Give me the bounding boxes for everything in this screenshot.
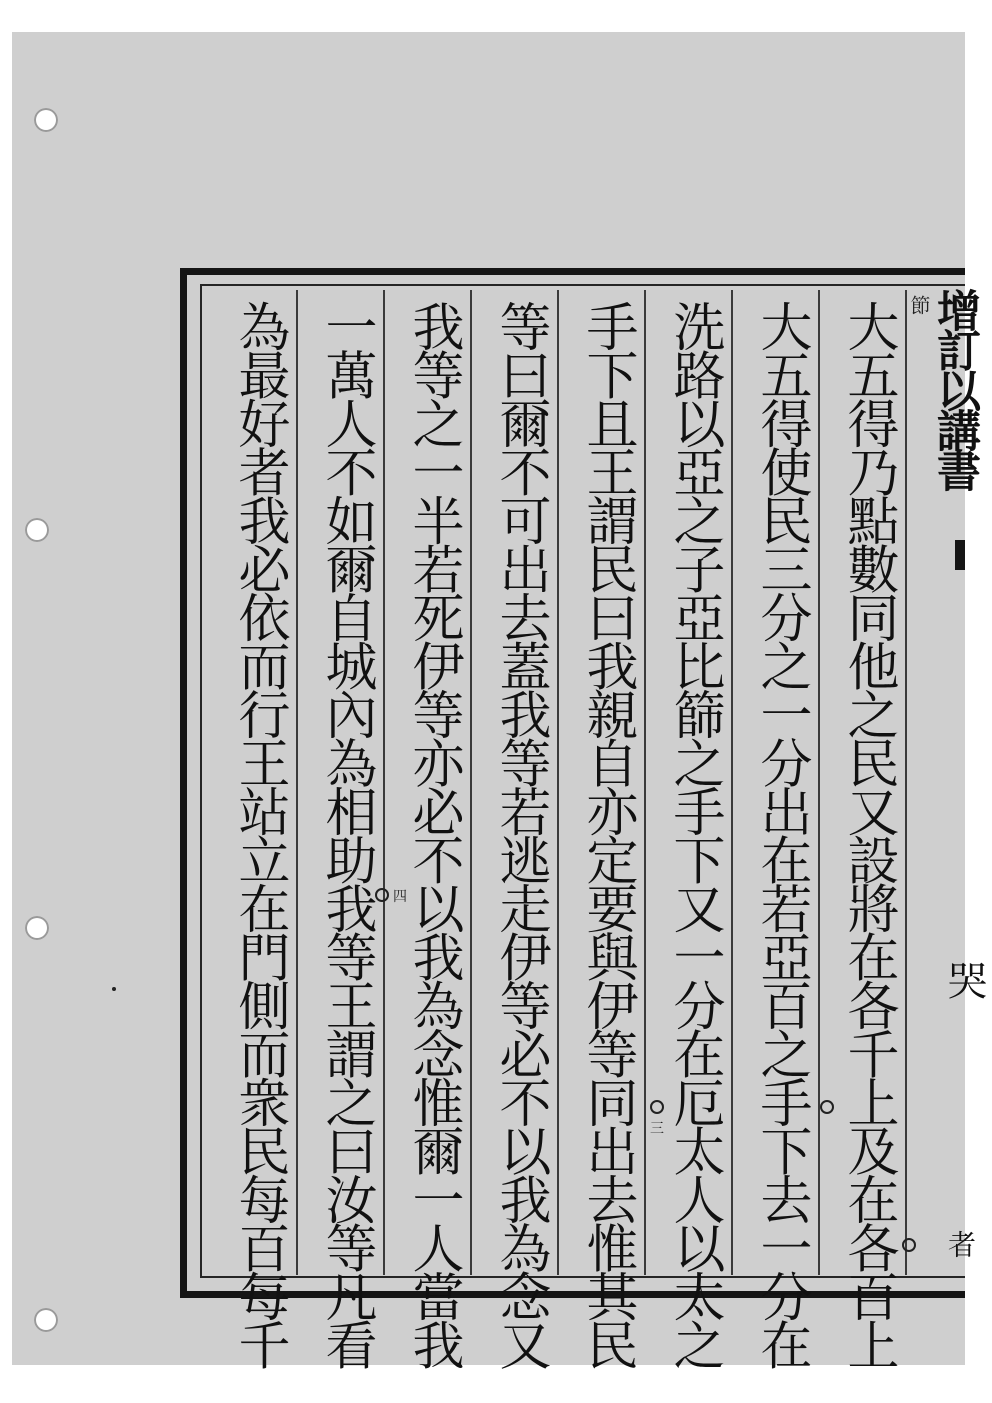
binder-hole — [25, 518, 49, 542]
text-column-7: 一萬人不如爾自城內為相助我等王謂之曰汝等凡看 — [316, 300, 376, 1367]
binder-hole — [25, 916, 49, 940]
text-column-3: 洗路以亞之子亞比篩之手下又一分在厄太人以太之 — [664, 300, 724, 1367]
margin-circle — [375, 888, 389, 902]
text-column-4: 手下且王謂民曰我親自亦定要與伊等同出去惟其民 — [577, 300, 637, 1367]
text-column-6: 我等之一半若死伊等亦必不以我為念惟爾一人當我 — [403, 300, 463, 1367]
binder-hole — [34, 1308, 58, 1332]
text-column-1: 大五得乃點數同他之民又設將在各千上及在各百上 — [838, 300, 898, 1367]
column-rule — [818, 290, 820, 1275]
text-column-8: 為最好者我必依而行王站立在門側而衆民每百每千 — [229, 300, 289, 1367]
outside-margin-glyph: 者 — [944, 1230, 977, 1258]
section-label: 節 — [907, 295, 931, 315]
running-head: 增訂以講書 — [929, 288, 980, 488]
column-rule — [383, 290, 385, 1275]
column-rule — [644, 290, 646, 1275]
margin-circle — [820, 1100, 834, 1114]
margin-circle — [902, 1238, 916, 1252]
binder-hole — [34, 108, 58, 132]
column-rule — [470, 290, 472, 1275]
ink-speck — [112, 987, 116, 991]
outside-margin-glyph: 哭 — [941, 960, 987, 996]
margin-circle — [650, 1100, 664, 1114]
text-column-5: 等曰爾不可出去蓋我等若逃走伊等必不以我為念又 — [490, 300, 550, 1367]
margin-circle-label: 三 — [650, 1121, 664, 1137]
column-rule — [296, 290, 298, 1275]
column-rule — [557, 290, 559, 1275]
text-column-2: 大五得使民三分之一分出在若亞百之手下去一分在 — [751, 300, 811, 1367]
fold-mark — [955, 540, 965, 570]
margin-circle-label: 四 — [393, 889, 407, 905]
column-rule — [731, 290, 733, 1275]
column-rule — [905, 290, 907, 1275]
